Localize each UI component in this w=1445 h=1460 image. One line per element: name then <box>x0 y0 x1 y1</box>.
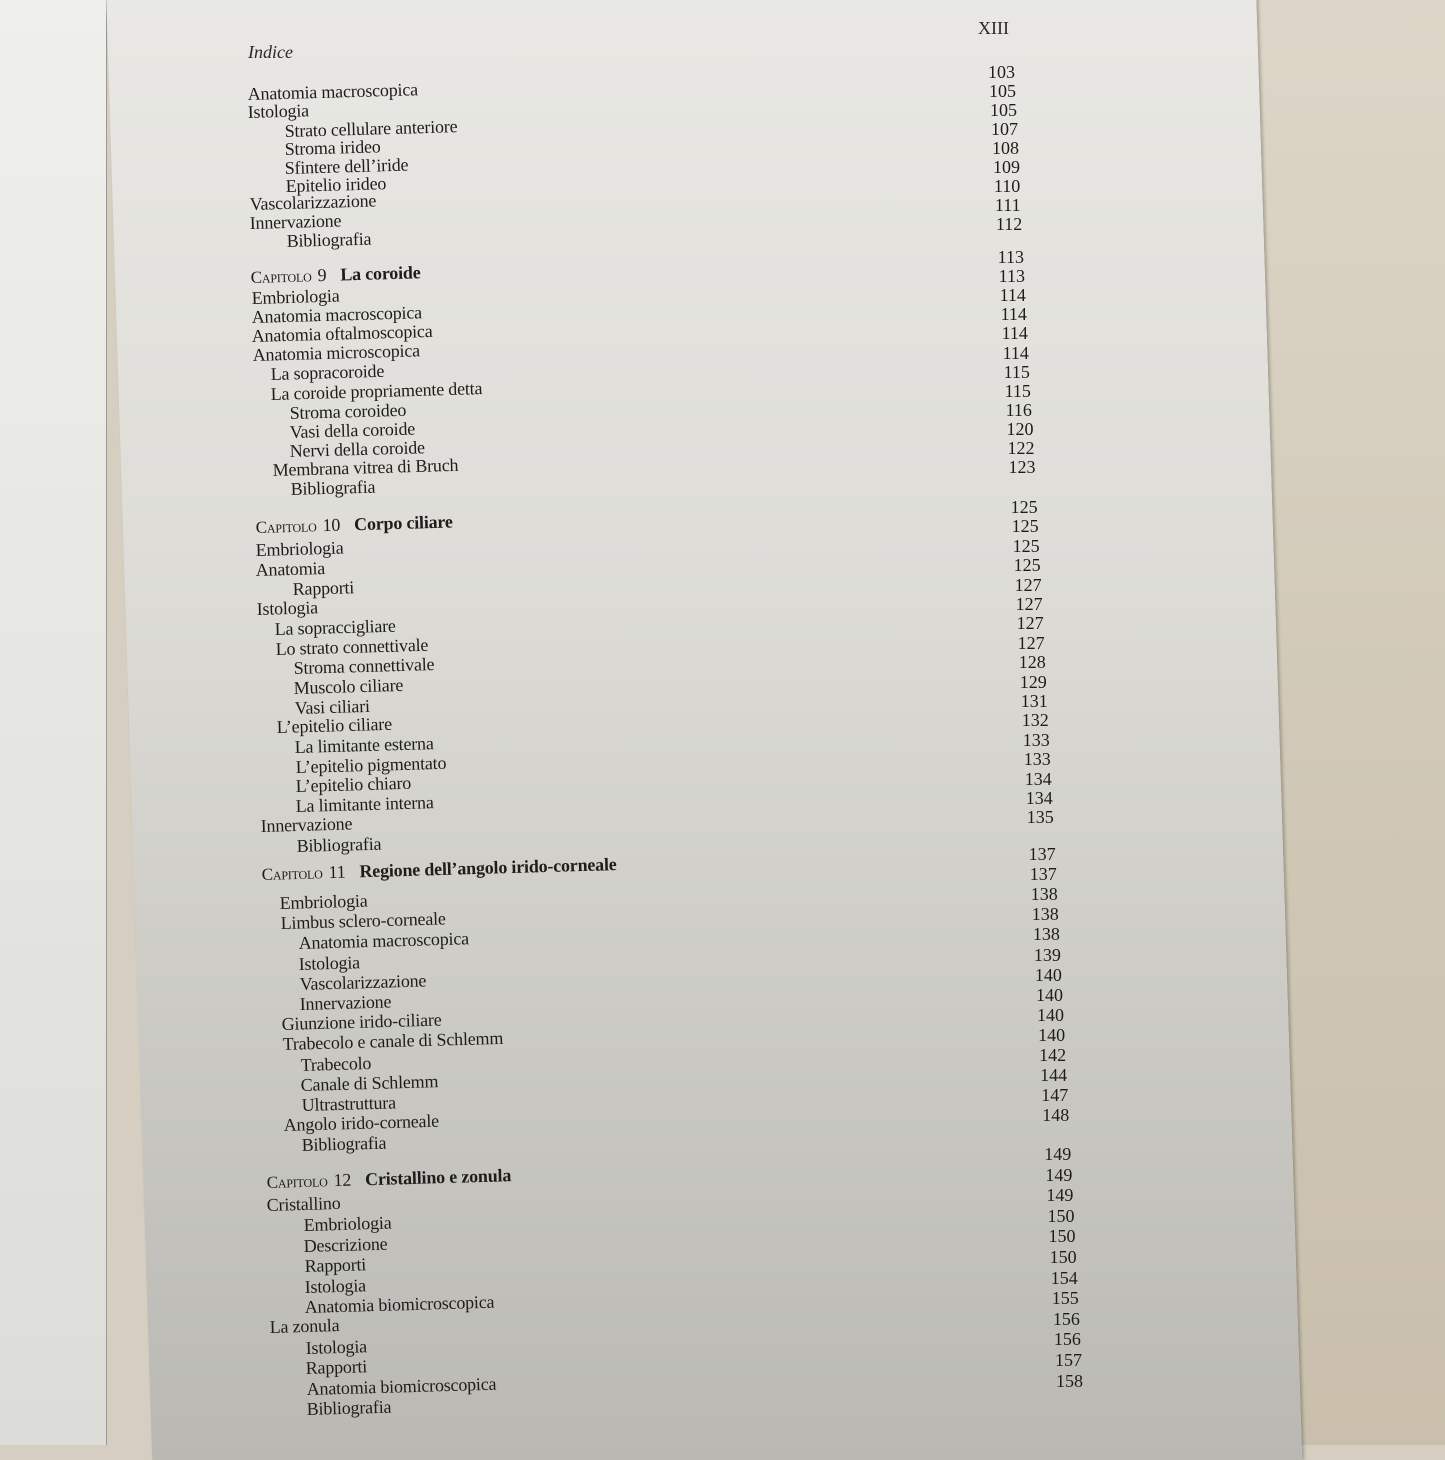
page-number: 110 <box>993 176 1021 196</box>
toc-entry: Canale di Schlemm <box>300 1070 439 1095</box>
page-number: 105 <box>988 81 1016 101</box>
page-number: 114 <box>1002 342 1029 363</box>
toc-entry: Membrana vitrea di Bruch <box>271 454 459 480</box>
page-number: 134 <box>1024 768 1052 789</box>
toc-entry: Embriologia <box>279 890 368 914</box>
chapter-label: Capitolo <box>250 266 312 288</box>
chapter-title: Cristallino e zonula <box>364 1165 512 1190</box>
chapter-label: Capitolo <box>261 863 323 885</box>
page-number: 103 <box>988 62 1015 82</box>
toc-entry: La coroide propriamente detta <box>270 377 483 404</box>
page-number: 120 <box>1006 418 1034 439</box>
page-number: 149 <box>1044 1144 1072 1164</box>
page-number: 147 <box>1041 1085 1069 1106</box>
toc-entry: Anatomia biomicroscopica <box>306 1373 497 1399</box>
toc-entry: Rapporti <box>305 1356 368 1379</box>
toc-entry: Angolo irido-corneale <box>283 1110 440 1136</box>
toc-entry: Epitelio irideo <box>285 173 387 197</box>
page-number: 149 <box>1045 1164 1073 1185</box>
toc-entry: La zonula <box>268 1315 340 1338</box>
page-number: 150 <box>1049 1247 1077 1267</box>
toc-entry: Bibliografia <box>296 833 382 856</box>
toc-entry: Anatomia biomicroscopica <box>304 1291 495 1318</box>
page-number: 129 <box>1019 671 1047 692</box>
toc-entry: Stroma irideo <box>284 136 381 160</box>
page-number: 150 <box>1047 1205 1075 1226</box>
toc-entry: Anatomia macroscopica <box>298 928 469 954</box>
toc-entry: La sopracoroide <box>270 361 385 385</box>
page-number: 140 <box>1037 1004 1065 1025</box>
page-number: 122 <box>1007 438 1035 458</box>
page-number: 137 <box>1028 844 1056 864</box>
page-number: 158 <box>1056 1370 1084 1391</box>
chapter-label: Capitolo <box>255 516 317 538</box>
toc-entry: Bibliografia <box>285 228 372 252</box>
page-number: 125 <box>1013 555 1041 576</box>
toc-entry: La limitante esterna <box>294 733 435 758</box>
page-number: 114 <box>1001 323 1028 344</box>
left-page-edge <box>0 0 107 1445</box>
page-number: 135 <box>1026 807 1054 828</box>
toc-entry: Nervi della coroide <box>289 437 426 461</box>
chapter-number: 12 <box>333 1169 352 1191</box>
page-number: 114 <box>999 285 1026 306</box>
page-number: 108 <box>991 138 1019 158</box>
page-number: 138 <box>1031 904 1059 925</box>
toc-entry: Giunzione irido-ciliare <box>281 1009 443 1035</box>
toc-entry: La sopraccigliare <box>274 615 397 639</box>
page-number: 125 <box>1010 497 1038 517</box>
page-number: 114 <box>1000 304 1027 325</box>
page-number: 112 <box>995 214 1023 234</box>
chapter-label: Capitolo <box>266 1171 328 1193</box>
page-number: 156 <box>1053 1329 1081 1350</box>
toc-entry: Strato cellulare anteriore <box>284 115 458 141</box>
toc-entry: Trabecolo <box>300 1052 372 1075</box>
toc-entry: Rapporti <box>303 1254 366 1277</box>
chapter-number: 9 <box>317 264 327 286</box>
page-number: 125 <box>1011 516 1039 537</box>
page-number: 132 <box>1021 710 1049 731</box>
toc-entry: Istologia <box>304 1274 367 1297</box>
chapter-title: La coroide <box>340 262 421 285</box>
page-number: 113 <box>998 266 1025 287</box>
page-number: 157 <box>1054 1350 1082 1370</box>
toc-entry: Anatomia <box>255 557 326 580</box>
page-number: 123 <box>1008 457 1036 478</box>
page-number: 107 <box>990 119 1018 139</box>
toc-entry: Descrizione <box>303 1233 388 1256</box>
page-number: 140 <box>1034 964 1062 985</box>
toc-entry: Vasi ciliari <box>294 695 370 718</box>
page-number: 142 <box>1039 1045 1067 1065</box>
toc-entry: Bibliografia <box>301 1133 387 1156</box>
page-number: 133 <box>1023 749 1051 770</box>
page-number: 149 <box>1046 1185 1074 1206</box>
toc-entry: L’epitelio pigmentato <box>295 752 447 777</box>
page-number: 127 <box>1015 594 1043 614</box>
toc-entry: Lo strato connettivale <box>275 634 429 659</box>
chapter-title: Corpo ciliare <box>353 511 453 535</box>
toc-entry: L’epitelio chiaro <box>295 773 412 797</box>
page-number: 140 <box>1038 1024 1066 1045</box>
page-number: 105 <box>989 100 1017 120</box>
page-number: 139 <box>1033 944 1061 965</box>
toc-entry: Trabecolo e canale di Schlemm <box>282 1028 503 1055</box>
page-number: 116 <box>1005 399 1032 420</box>
page-number: 138 <box>1030 884 1058 905</box>
toc-entry: Innervazione <box>299 991 392 1015</box>
toc-entry: L’epitelio ciliare <box>276 714 393 738</box>
page-number: 156 <box>1052 1308 1080 1329</box>
toc-entry: Rapporti <box>292 577 355 600</box>
toc-entry: Vascolarizzazione <box>298 970 427 994</box>
page-number: 148 <box>1042 1105 1070 1126</box>
toc-entry: Vasi della coroide <box>289 418 416 442</box>
page-number: 113 <box>997 247 1024 267</box>
page-number: 125 <box>1012 535 1040 556</box>
chapter-number: 10 <box>321 514 340 536</box>
page-number: 144 <box>1040 1065 1068 1086</box>
toc-entry: Sfintere dell’iride <box>284 154 409 178</box>
page-number: 127 <box>1016 613 1044 634</box>
page-number: 133 <box>1022 729 1050 750</box>
page-number: 134 <box>1025 788 1053 808</box>
page-number: 137 <box>1029 864 1057 885</box>
page-number: 115 <box>1003 361 1030 382</box>
toc-entry: Bibliografia <box>290 476 376 500</box>
page-number: 111 <box>994 195 1021 215</box>
page-number: 127 <box>1014 574 1042 595</box>
toc-entry: Anatomia macroscopica <box>251 302 423 328</box>
toc-entry: Cristallino <box>266 1192 342 1216</box>
chapter-title: Regione dell’angolo irido-corneale <box>358 854 617 882</box>
toc-entry: Ultrastruttura <box>301 1092 396 1116</box>
page-number: 131 <box>1020 691 1048 711</box>
toc-entry: Innervazione <box>249 210 342 233</box>
toc-entry: La limitante interna <box>295 792 435 817</box>
page-number: 109 <box>992 157 1020 177</box>
toc-entry: Anatomia microscopica <box>251 340 420 366</box>
toc-entry: Istologia <box>298 951 361 974</box>
running-head: Indice <box>248 42 293 62</box>
toc-entry: Anatomia macroscopica <box>247 79 419 105</box>
page-number: 150 <box>1048 1226 1076 1247</box>
page-number: 115 <box>1004 380 1031 401</box>
toc-entry: Istologia <box>305 1336 368 1358</box>
page-number: 155 <box>1051 1288 1079 1309</box>
toc-entry: Vascolarizzazione <box>249 190 377 215</box>
page-number: 127 <box>1017 632 1045 653</box>
toc-entry: Anatomia oftalmoscopica <box>251 321 433 347</box>
toc-entry: Stroma connettivale <box>293 654 435 679</box>
toc-entry: Innervazione <box>260 813 353 836</box>
toc-entry: Stroma coroideo <box>288 399 406 423</box>
toc-entry: Istologia <box>256 597 319 620</box>
toc-entry: Limbus sclero-corneale <box>279 908 446 934</box>
page-number: 128 <box>1018 652 1046 673</box>
page-number: 154 <box>1050 1267 1078 1288</box>
toc-entry: Bibliografia <box>306 1396 392 1420</box>
page-folio: XIII <box>978 18 1009 38</box>
toc-entry: Embriologia <box>303 1212 392 1236</box>
toc-entry: Embriologia <box>250 285 340 309</box>
page-number: 138 <box>1032 924 1060 945</box>
toc-entry: Istologia <box>247 100 310 123</box>
toc-entry: Embriologia <box>255 537 344 561</box>
page-number: 140 <box>1035 984 1063 1005</box>
chapter-number: 11 <box>327 861 346 883</box>
toc-entry: Muscolo ciliare <box>293 674 404 698</box>
